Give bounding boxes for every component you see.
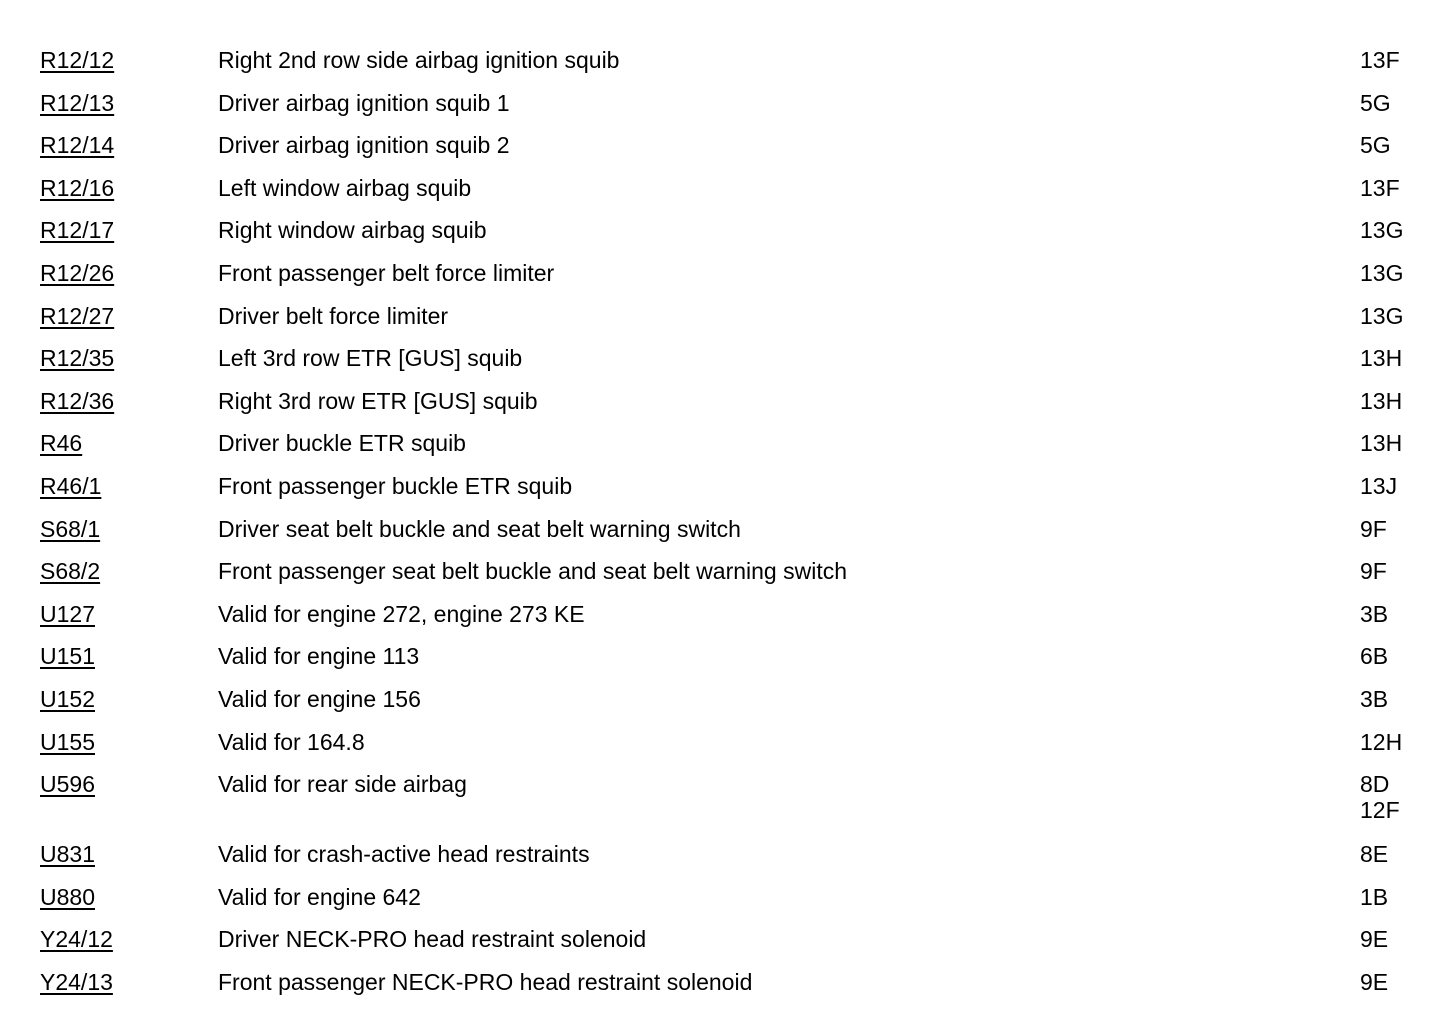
legend-row bbox=[40, 212, 1420, 255]
legend-row bbox=[40, 255, 1420, 298]
grid-location-value: 13G bbox=[1360, 302, 1404, 329]
legend-row bbox=[40, 836, 1420, 879]
component-description: Valid for rear side airbag bbox=[218, 771, 467, 798]
grid-location bbox=[1360, 516, 1387, 542]
component-description: Valid for engine 272, engine 273 KE bbox=[218, 600, 585, 627]
component-description: Driver seat belt buckle and seat belt warning switch bbox=[218, 515, 741, 542]
component-code-link[interactable]: U596 bbox=[40, 771, 95, 798]
grid-location bbox=[1360, 558, 1387, 584]
grid-location-value: 13H bbox=[1360, 345, 1403, 372]
grid-location bbox=[1360, 217, 1403, 243]
component-description: Front passenger NECK-PRO head restraint solenoid bbox=[218, 968, 753, 995]
component-description: Right 3rd row ETR [GUS] squib bbox=[218, 387, 538, 414]
legend-row bbox=[40, 298, 1420, 341]
grid-location-value: 12F bbox=[1360, 797, 1400, 824]
legend-row bbox=[40, 170, 1420, 213]
component-code-link[interactable]: U152 bbox=[40, 685, 95, 712]
grid-location-value: 13J bbox=[1360, 472, 1398, 499]
component-code-link[interactable]: S68/1 bbox=[40, 515, 101, 542]
legend-row bbox=[40, 921, 1420, 964]
component-code-link[interactable]: Y24/13 bbox=[40, 968, 113, 995]
legend-row bbox=[40, 879, 1420, 922]
grid-location bbox=[1360, 926, 1388, 952]
legend-row bbox=[40, 340, 1420, 383]
component-description: Left 3rd row ETR [GUS] squib bbox=[218, 345, 523, 372]
grid-location-value: 13F bbox=[1360, 174, 1400, 201]
grid-location-value: 9E bbox=[1360, 968, 1389, 995]
component-code-link[interactable]: R12/12 bbox=[40, 47, 115, 73]
component-description: Right window airbag squib bbox=[218, 217, 487, 244]
component-description: Front passenger buckle ETR squib bbox=[218, 472, 573, 499]
grid-location-value: 3B bbox=[1360, 685, 1389, 712]
grid-location bbox=[1360, 771, 1400, 823]
component-code-link[interactable]: R46/1 bbox=[40, 472, 102, 499]
component-code-link[interactable]: S68/2 bbox=[40, 558, 101, 585]
component-description: Driver NECK-PRO head restraint solenoid bbox=[218, 926, 647, 953]
component-code-link[interactable]: Y24/12 bbox=[40, 926, 113, 953]
grid-location-value: 6B bbox=[1360, 643, 1389, 670]
component-code-link[interactable]: U155 bbox=[40, 728, 95, 755]
grid-location-value: 3B bbox=[1360, 600, 1389, 627]
grid-location-value: 8D bbox=[1360, 771, 1390, 798]
grid-location-value: 13H bbox=[1360, 430, 1403, 457]
legend-row bbox=[40, 638, 1420, 681]
legend-row bbox=[40, 468, 1420, 511]
grid-location-value: 9E bbox=[1360, 926, 1389, 953]
grid-location bbox=[1360, 473, 1397, 499]
grid-location-value: 8E bbox=[1360, 841, 1389, 868]
grid-location bbox=[1360, 90, 1391, 116]
grid-location-value: 13G bbox=[1360, 259, 1404, 286]
grid-location-value: 5G bbox=[1360, 89, 1391, 116]
component-code-link[interactable]: R12/26 bbox=[40, 259, 115, 286]
component-code-link[interactable]: R12/13 bbox=[40, 89, 115, 116]
legend-row bbox=[40, 553, 1420, 596]
grid-location-value: 13F bbox=[1360, 47, 1400, 73]
component-description: Driver airbag ignition squib 1 bbox=[218, 89, 510, 116]
legend-row bbox=[40, 511, 1420, 554]
grid-location bbox=[1360, 260, 1403, 286]
component-description: Valid for 164.8 bbox=[218, 728, 365, 755]
component-description: Valid for crash-active head restraints bbox=[218, 841, 590, 868]
grid-location-value: 1B bbox=[1360, 883, 1389, 910]
grid-location-value: 13G bbox=[1360, 217, 1404, 244]
grid-location bbox=[1360, 303, 1403, 329]
grid-location-value: 9F bbox=[1360, 558, 1387, 585]
component-code-link[interactable]: U151 bbox=[40, 643, 95, 670]
component-code-link[interactable]: R12/14 bbox=[40, 132, 115, 159]
grid-location bbox=[1360, 601, 1388, 627]
component-code-link[interactable]: U831 bbox=[40, 841, 95, 868]
component-description: Front passenger belt force limiter bbox=[218, 259, 555, 286]
grid-location bbox=[1360, 686, 1388, 712]
grid-location bbox=[1360, 430, 1402, 456]
component-description: Driver airbag ignition squib 2 bbox=[218, 132, 510, 159]
legend-row bbox=[40, 383, 1420, 426]
component-description: Left window airbag squib bbox=[218, 174, 472, 201]
legend-row bbox=[40, 681, 1420, 724]
component-description: Valid for engine 113 bbox=[218, 643, 420, 670]
legend-row bbox=[40, 596, 1420, 639]
grid-location bbox=[1360, 132, 1391, 158]
component-code-link[interactable]: R12/36 bbox=[40, 387, 115, 414]
grid-location bbox=[1360, 884, 1388, 910]
legend-row bbox=[40, 127, 1420, 170]
component-code-link[interactable]: R12/27 bbox=[40, 302, 115, 329]
grid-location bbox=[1360, 969, 1388, 995]
grid-location bbox=[1360, 841, 1388, 867]
component-code-link[interactable]: U127 bbox=[40, 600, 95, 627]
grid-location bbox=[1360, 643, 1388, 669]
legend-row bbox=[40, 425, 1420, 468]
grid-location-value: 9F bbox=[1360, 515, 1387, 542]
component-description: Valid for engine 642 bbox=[218, 883, 421, 910]
grid-location bbox=[1360, 729, 1402, 755]
grid-location bbox=[1360, 345, 1402, 371]
component-legend-table bbox=[40, 42, 1420, 1006]
component-code-link[interactable]: U880 bbox=[40, 883, 95, 910]
component-description: Driver belt force limiter bbox=[218, 302, 449, 329]
component-description: Driver buckle ETR squib bbox=[218, 430, 466, 457]
legend-row bbox=[40, 42, 1420, 85]
component-description: Valid for engine 156 bbox=[218, 685, 421, 712]
legend-row bbox=[40, 964, 1420, 1007]
component-description: Front passenger seat belt buckle and seat belt warning switch bbox=[218, 558, 848, 585]
grid-location-value: 5G bbox=[1360, 132, 1391, 159]
grid-location bbox=[1360, 47, 1400, 73]
legend-row bbox=[40, 85, 1420, 128]
legend-row bbox=[40, 724, 1420, 767]
component-code-link[interactable]: R12/17 bbox=[40, 217, 115, 244]
component-description: Right 2nd row side airbag ignition squib bbox=[218, 47, 620, 73]
grid-location bbox=[1360, 175, 1400, 201]
component-code-link[interactable]: R46 bbox=[40, 430, 83, 457]
grid-location-value: 12H bbox=[1360, 728, 1403, 755]
legend-row bbox=[40, 766, 1420, 836]
grid-location-value: 13H bbox=[1360, 387, 1403, 414]
grid-location bbox=[1360, 388, 1402, 414]
component-code-link[interactable]: R12/16 bbox=[40, 174, 115, 201]
component-code-link[interactable]: R12/35 bbox=[40, 345, 115, 372]
